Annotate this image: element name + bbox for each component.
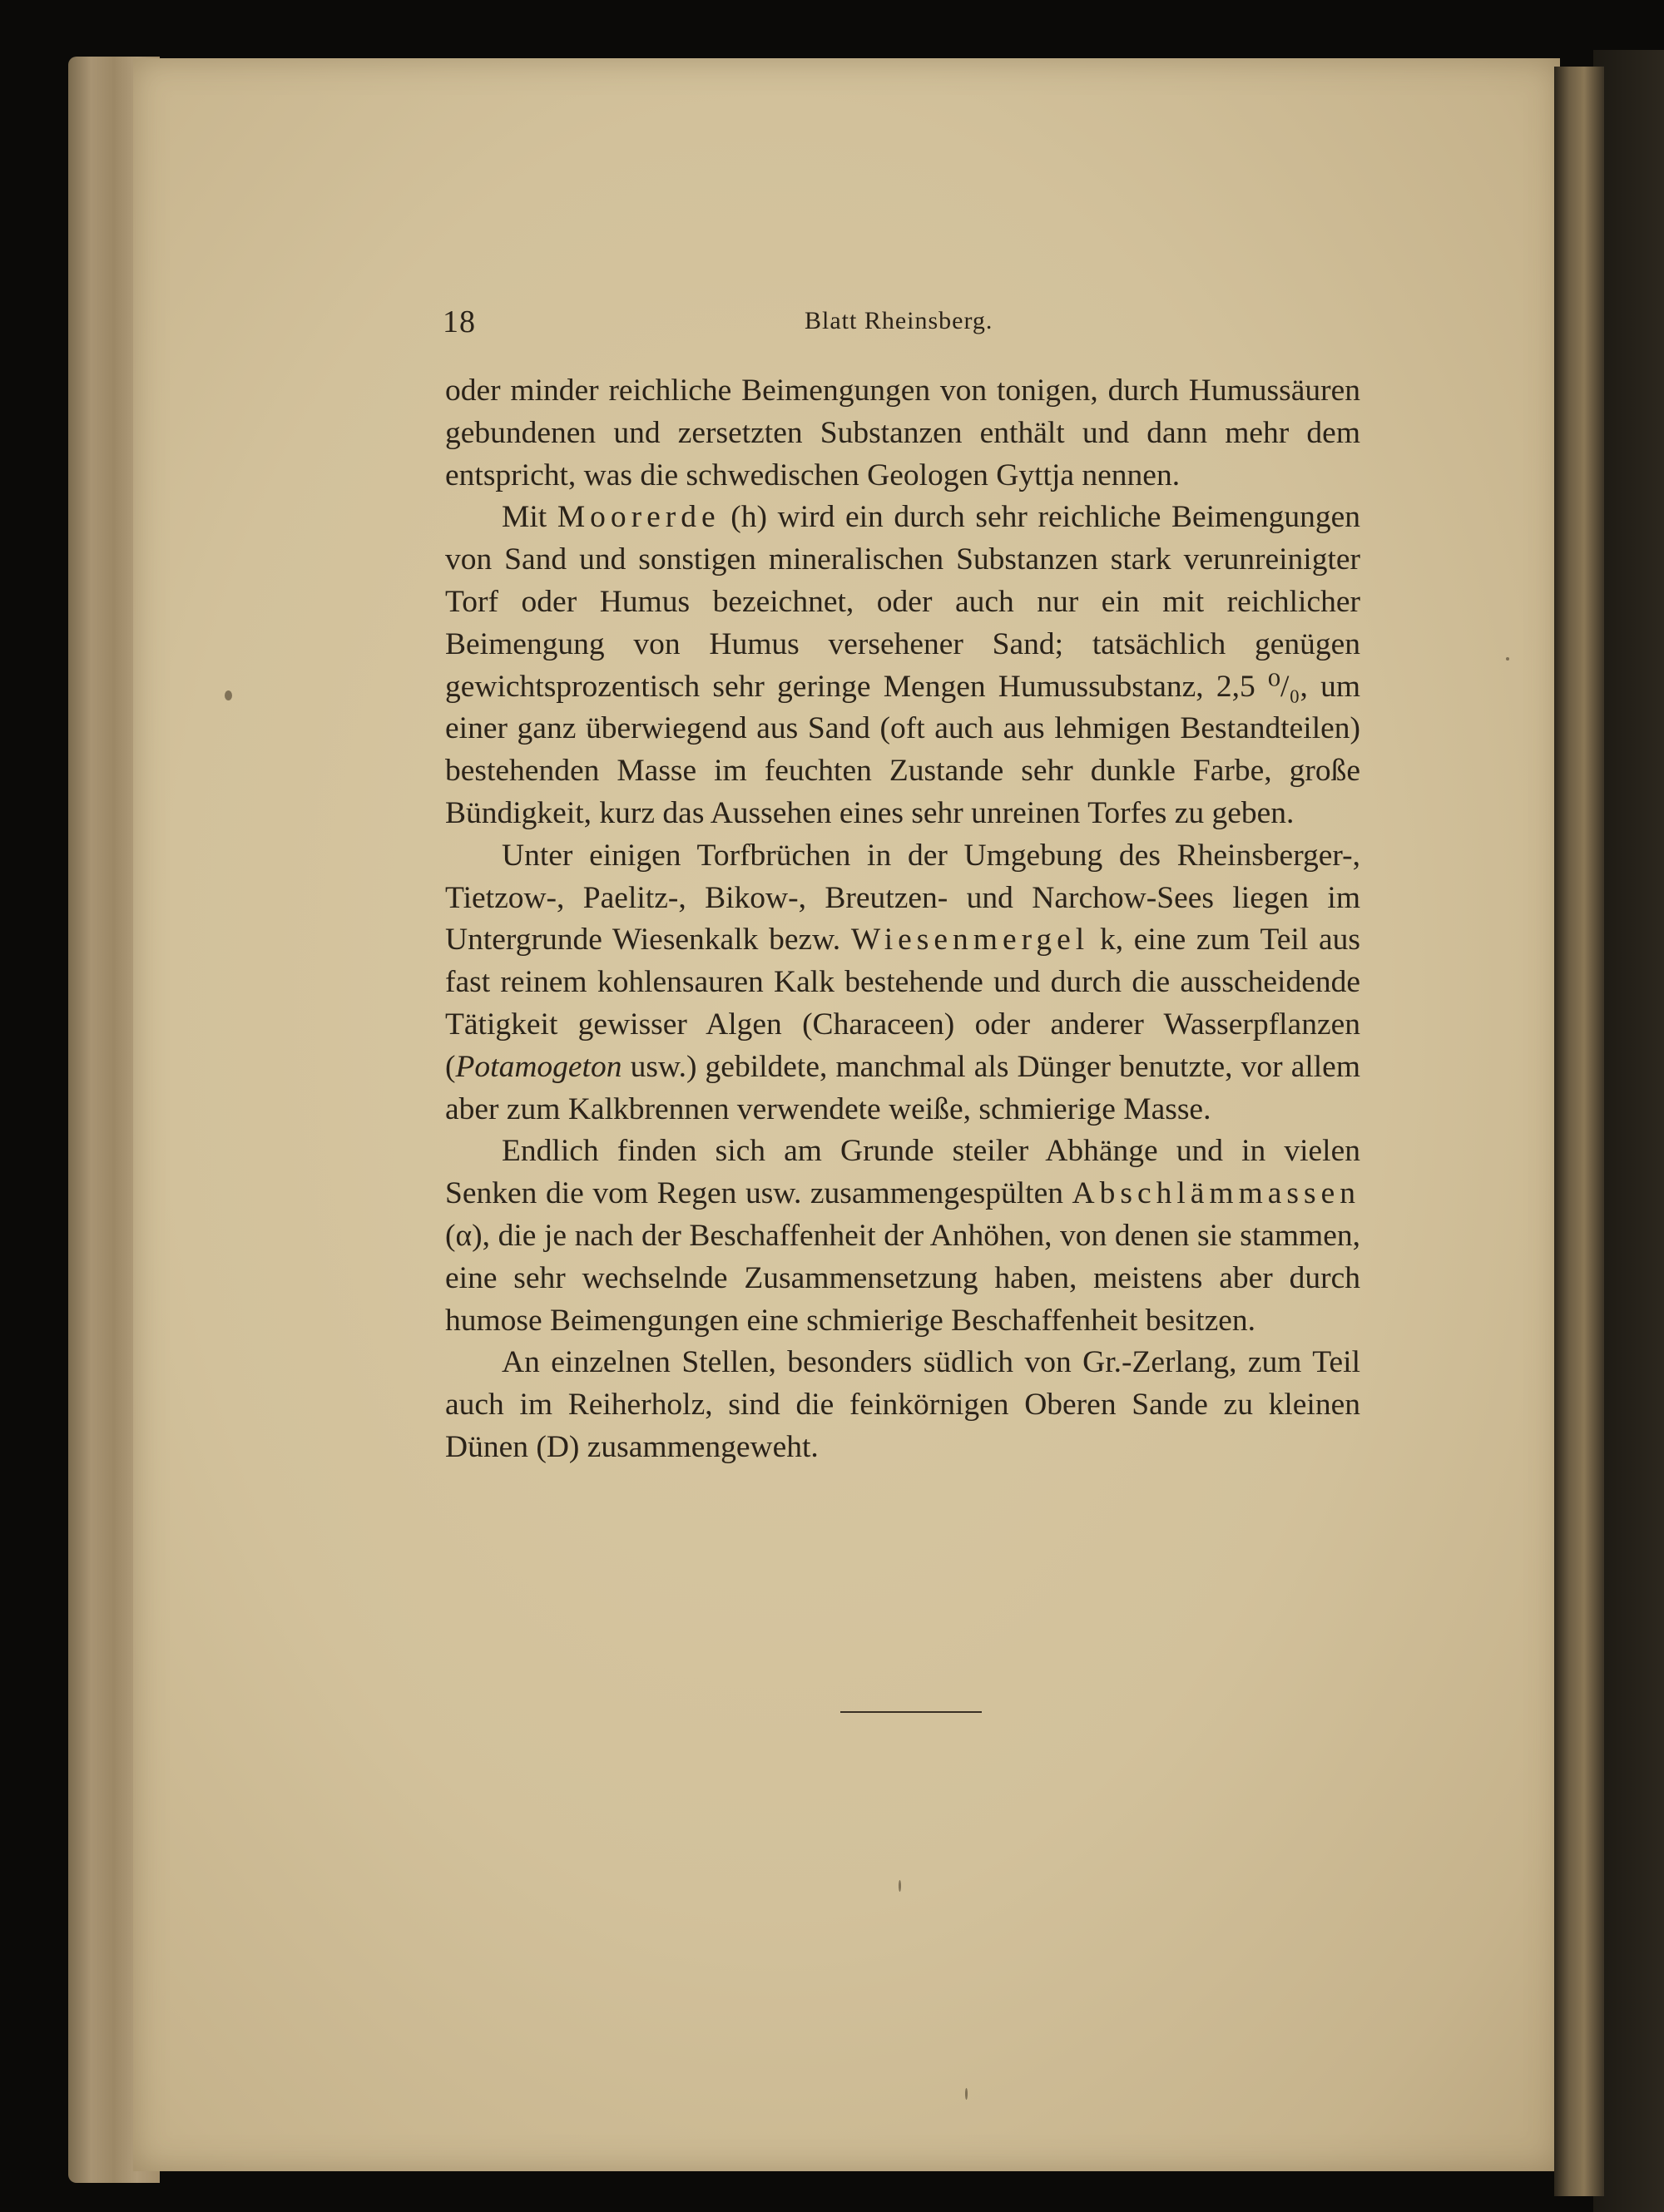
- paragraph-moorerde: Mit Moorerde (h) wird ein durch sehr reichliche Beimengungen von Sand und sonstigen mineralischen Substanzen stark verunreinigter Torf oder Humus bezeichnet, oder auch nur ein mit reichlicher Beimengung von Humus versehener Sand; tatsächlich genügen gewichtsprozentisch sehr geringe Mengen Humussubstanz, 2,5 ⁰/₀, um einer ganz überwiegend aus Sand (oft auch aus lehmigen Bestandteilen) bestehenden Masse im feuchten Zustande sehr dunkle Farbe, große Bündigkeit, kurz das Aussehen eines sehr unreinen Torfes zu geben.: [445, 500, 1360, 830]
- running-title: Blatt Rheinsberg.: [805, 307, 993, 334]
- paper-speck: [899, 1880, 901, 1892]
- paragraph-wiesenmergel: Unter einigen Torfbrüchen in der Umgebung des Rheinsberger-, Tietzow-, Paelitz-, Bikow-, Breutzen- und Narchow-Sees liegen im Untergrunde Wiesenkalk bezw. Wiesenmergel k, eine zum Teil aus fast reinem kohlensauren Kalk bestehende und durch die ausscheidende Tätigkeit gewisser Algen (Characeen) oder anderer Wasserpflanzen (Potamogeton usw.) gebildete, manchmal als Dünger benutzte, vor allem aber zum Kalkbrennen verwendete weiße, schmierige Masse.: [445, 838, 1360, 1126]
- body-text: [445, 370, 1360, 1469]
- page-header: [443, 304, 1362, 354]
- paragraph-gyttja: oder minder reichliche Beimengungen von tonigen, durch Humussäuren gebundenen und zersetzten Substanzen enthält und dann mehr dem entspricht, was die schwedischen Geologen Gyttja nennen.: [445, 374, 1360, 492]
- book-gutter: [1554, 67, 1604, 2196]
- term-abschlaemmassen: Abschlämmassen: [1072, 1176, 1360, 1211]
- term-potamogeton: Potamogeton: [455, 1049, 622, 1084]
- section-end-rule: [840, 1711, 982, 1713]
- page-number: 18: [443, 304, 476, 339]
- paper-speck: [965, 2088, 968, 2100]
- paper-speck: [1506, 657, 1509, 661]
- term-moorerde: Moorerde: [557, 500, 721, 535]
- paragraph-duenen: An einzelnen Stellen, besonders südlich von Gr.-Zerlang, zum Teil auch im Reiherholz, sind die feinkörnigen Oberen Sande zu kleinen Dünen (D) zusammengeweht.: [445, 1345, 1360, 1464]
- paragraph-abschlaemmassen: Endlich finden sich am Grunde steiler Abhänge und in vielen Senken die vom Regen usw. zusammengespülten Abschlämmassen (α), die je nach der Beschaffenheit der Anhöhen, von denen sie stammen, eine sehr wechselnde Zusammensetzung haben, meistens aber durch humose Beimengungen eine schmierige Beschaffenheit besitzen.: [445, 1134, 1360, 1338]
- term-wiesenmergel: Wiesenmergel: [850, 923, 1090, 958]
- paper-speck: [225, 690, 232, 700]
